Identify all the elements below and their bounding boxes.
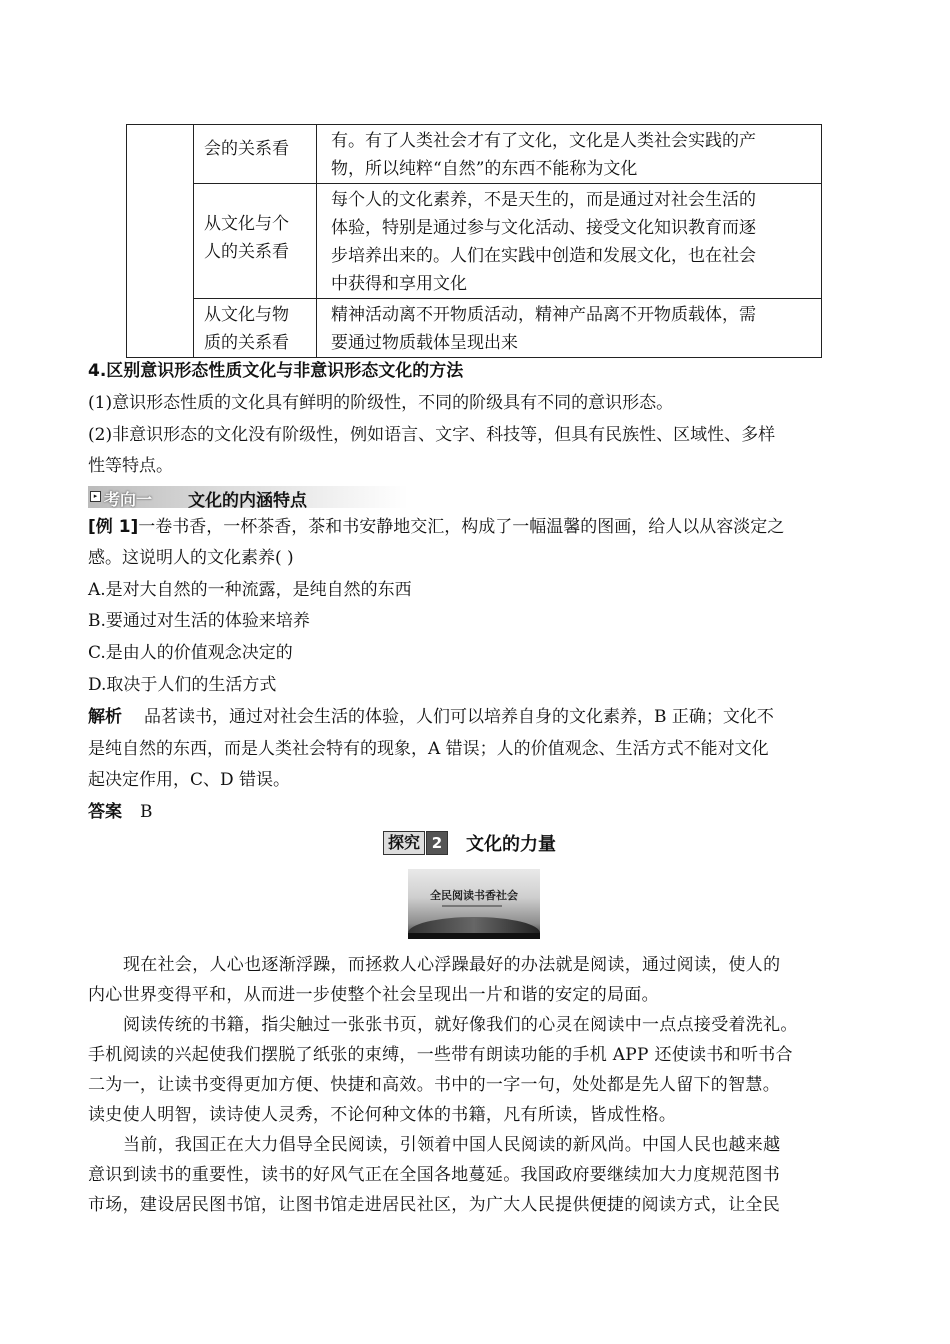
table-cell-line: 要通过物质载体呈现出来 [331, 333, 518, 353]
example-text: 感。这说明人的文化素养( ) [88, 548, 294, 568]
table-cell-line: 每个人的文化素养，不是天生的，而是通过对社会生活的 [331, 190, 756, 210]
table-row-content [317, 125, 822, 184]
poster-text: 全民阅读书香社会 [430, 889, 518, 902]
table-row-label [194, 125, 317, 184]
passage-line: 读史使人明智，读诗使人灵秀，不论何种文体的书籍，凡有所读，皆成性格。 [88, 1105, 677, 1125]
poster-landscape [408, 917, 540, 933]
table-cell-line: 物，所以纯粹“自然”的东西不能称为文化 [331, 159, 638, 179]
example-tag: [例 1] [88, 517, 139, 537]
table-row-label-text: 人的关系看 [204, 242, 289, 262]
table-row-label-text: 质的关系看 [204, 333, 289, 353]
passage-line: 二为一，让读书变得更加方便、快捷和高效。书中的一字一句，处处都是先人留下的智慧。 [88, 1075, 780, 1095]
table-row-label-text: 从文化与物 [204, 305, 289, 325]
analysis-line [88, 706, 774, 728]
example-question [88, 516, 784, 538]
table-row [127, 299, 822, 358]
analysis-label: 解析 [88, 707, 122, 727]
table-cell-line: 精神活动离不开物质活动，精神产品离不开物质载体，需 [331, 305, 756, 325]
play-icon: ▸ [90, 491, 101, 502]
passage-line: 内心世界变得平和，从而进一步使整个社会呈现出一片和谐的安定的局面。 [88, 985, 659, 1005]
table-row-label [194, 299, 317, 358]
poster-footer-bar [408, 933, 540, 939]
analysis-text: 起决定作用，C、D 错误。 [88, 770, 291, 790]
passage-line: 市场，建设居民图书馆，让图书馆走进居民社区，为广大人民提供便捷的阅读方式，让全民 [88, 1195, 780, 1215]
explore-heading [383, 831, 556, 855]
answer-line [88, 801, 153, 823]
paragraph-line: (1)意识形态性质的文化具有鲜明的阶级性，不同的阶级具有不同的意识形态。 [88, 393, 674, 413]
paragraph-line: 性等特点。 [88, 456, 173, 476]
topic-banner [88, 486, 408, 511]
table-row-label-text: 会的关系看 [204, 139, 289, 159]
reading-poster-image [408, 869, 540, 939]
table-cell-line: 步培养出来的。人们在实践中创造和发展文化，也在社会 [331, 246, 756, 266]
banner-label: 考向一 [104, 490, 153, 509]
analysis-text: 是纯自然的东西，而是人类社会特有的现象，A 错误；人的价值观念、生活方式不能对文化 [88, 739, 769, 759]
passage-line: 阅读传统的书籍，指尖触过一张张书页，就好像我们的心灵在阅读中一点点接受着洗礼。 [123, 1015, 798, 1035]
explore-label: 探究 [383, 831, 425, 855]
table-row-content [317, 299, 822, 358]
answer-label: 答案 [88, 802, 122, 822]
table-cell-line: 中获得和享用文化 [331, 274, 467, 294]
table-row-content [317, 184, 822, 299]
table-row [127, 184, 822, 299]
comparison-table [126, 124, 822, 358]
table-cell-line: 有。有了人类社会才有了文化，文化是人类社会实践的产 [331, 131, 756, 151]
table-row-label [194, 184, 317, 299]
option-a: A.是对大自然的一种流露，是纯自然的东西 [88, 580, 412, 600]
explore-number: 2 [426, 831, 448, 855]
passage-line: 手机阅读的兴起使我们摆脱了纸张的束缚，一些带有朗读功能的手机 APP 还使读书和听书合 [88, 1045, 793, 1065]
poster-subline [442, 905, 502, 907]
analysis-text: 品茗读书，通过对社会生活的体验，人们可以培养自身的文化素养，B 正确；文化不 [144, 707, 774, 727]
answer-value: B [140, 802, 153, 822]
option-d: D.取决于人们的生活方式 [88, 675, 277, 695]
table-row [127, 125, 822, 184]
table-cell-line: 体验，特别是通过参与文化活动、接受文化知识教育而逐 [331, 218, 756, 238]
example-text: 一卷书香，一杯茶香，茶和书安静地交汇，构成了一幅温馨的图画，给人以从容淡定之 [138, 517, 785, 537]
paragraph-line: (2)非意识形态的文化没有阶级性，例如语言、文字、科技等，但具有民族性、区域性、多样 [88, 425, 776, 445]
table-row-label-text: 从文化与个 [204, 214, 289, 234]
table-cell-empty [127, 125, 194, 358]
section-heading: 4.区别意识形态性质文化与非意识形态文化的方法 [88, 361, 464, 381]
option-b: B.要通过对生活的体验来培养 [88, 611, 310, 631]
passage-line: 现在社会，人心也逐渐浮躁，而拯救人心浮躁最好的办法就是阅读，通过阅读，使人的 [123, 955, 781, 975]
explore-title: 文化的力量 [466, 834, 557, 855]
banner-title: 文化的内涵特点 [188, 491, 307, 511]
option-c: C.是由人的价值观念决定的 [88, 643, 293, 663]
passage-line: 意识到读书的重要性，读书的好风气正在全国各地蔓延。我国政府要继续加大力度规范图书 [88, 1165, 780, 1185]
passage-line: 当前，我国正在大力倡导全民阅读，引领着中国人民阅读的新风尚。中国人民也越来越 [123, 1135, 781, 1155]
